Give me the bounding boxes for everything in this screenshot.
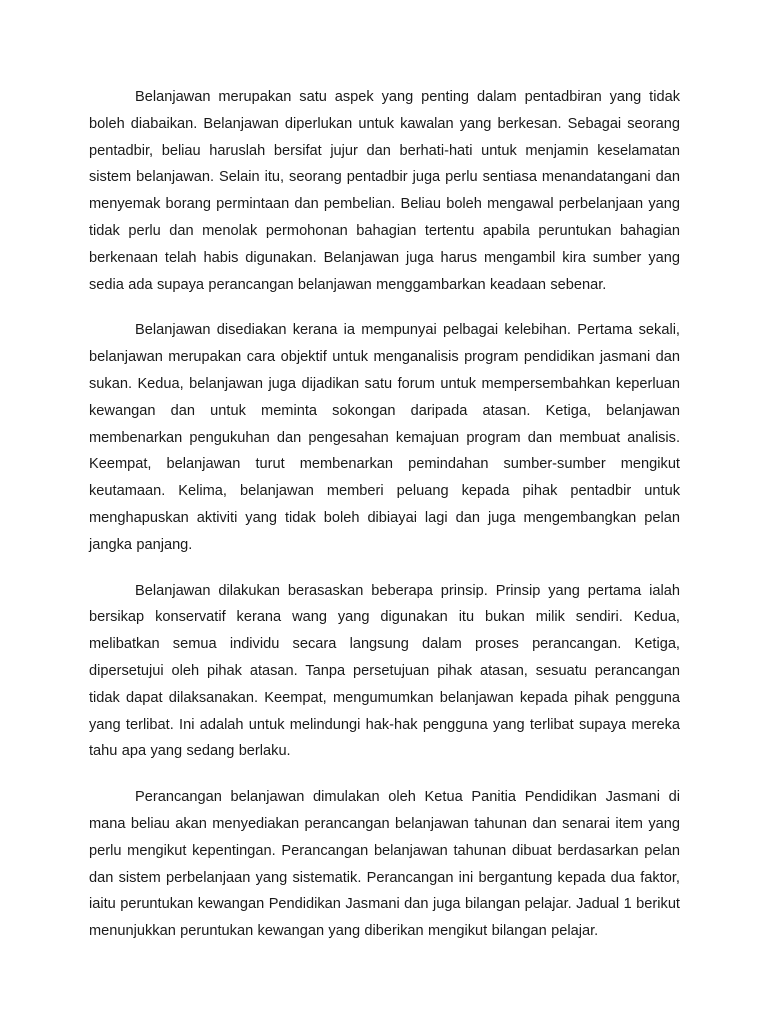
paragraph-budget-planning: Perancangan belanjawan dimulakan oleh Ketua Panitia Pendidikan Jasmani di mana beliau akan menyediakan perancangan belanjawan tahunan dan senarai item yang perlu mengikut kepentingan. Perancangan belanjawan tahunan dibuat berdasarkan pelan dan sistem perbelanjaan yang sistematik. Perancangan ini bergantung kepada dua faktor, iaitu peruntukan kewangan Pendidikan Jasmani dan juga bilangan pelajar. Jadual 1 berikut menunjukkan peruntukan kewangan yang diberikan mengikut bilangan pelajar. — [89, 789, 680, 940]
paragraph-budget-principles: Belanjawan dilakukan berasaskan beberapa prinsip. Prinsip yang pertama ialah bersikap konservatif kerana wang yang digunakan itu bukan milik sendiri. Kedua, melibatkan semua individu secara langsung dalam proses perancangan. Ketiga, dipersetujui oleh pihak atasan. Tanpa persetujuan pihak atasan, sesuatu perancangan tidak dapat dilaksanakan. Keempat, mengumumkan belanjawan kepada pihak pengguna yang terlibat. Ini adalah untuk melindungi hak-hak pengguna yang terlibat supaya mereka tahu apa yang sedang berlaku. — [89, 582, 680, 760]
paragraph-budget-advantages: Belanjawan disediakan kerana ia mempunyai pelbagai kelebihan. Pertama sekali, belanjawan merupakan cara objektif untuk menganalisis program pendidikan jasmani dan sukan. Kedua, belanjawan juga dijadikan satu forum untuk mempersembahkan keperluan kewangan dan untuk meminta sokongan daripada atasan. Ketiga, belanjawan membenarkan pengukuhan dan pengesahan kemajuan program dan membuat analisis. Keempat, belanjawan turut membenarkan pemindahan sumber-sumber mengikut keutamaan. Kelima, belanjawan memberi peluang kepada pihak pentadbir untuk menghapuskan aktiviti yang tidak boleh dibiayai lagi dan juga mengembangkan pelan jangka panjang. — [89, 322, 680, 553]
paragraph-budget-importance: Belanjawan merupakan satu aspek yang penting dalam pentadbiran yang tidak boleh diabaikan. Belanjawan diperlukan untuk kawalan yang berkesan. Sebagai seorang pentadbir, beliau haruslah bersifat jujur dan berhati-hati untuk menjamin keselamatan sistem belanjawan. Selain itu, seorang pentadbir juga perlu sentiasa menandatangani dan menyemak borang permintaan dan pembelian. Beliau boleh mengawal perbelanjaan yang tidak perlu dan menolak permohonan bahagian tertentu apabila peruntukan bahagian berkenaan telah habis digunakan. Belanjawan juga harus mengambil kira sumber yang sedia ada supaya perancangan belanjawan menggambarkan keadaan sebenar. — [89, 89, 680, 293]
